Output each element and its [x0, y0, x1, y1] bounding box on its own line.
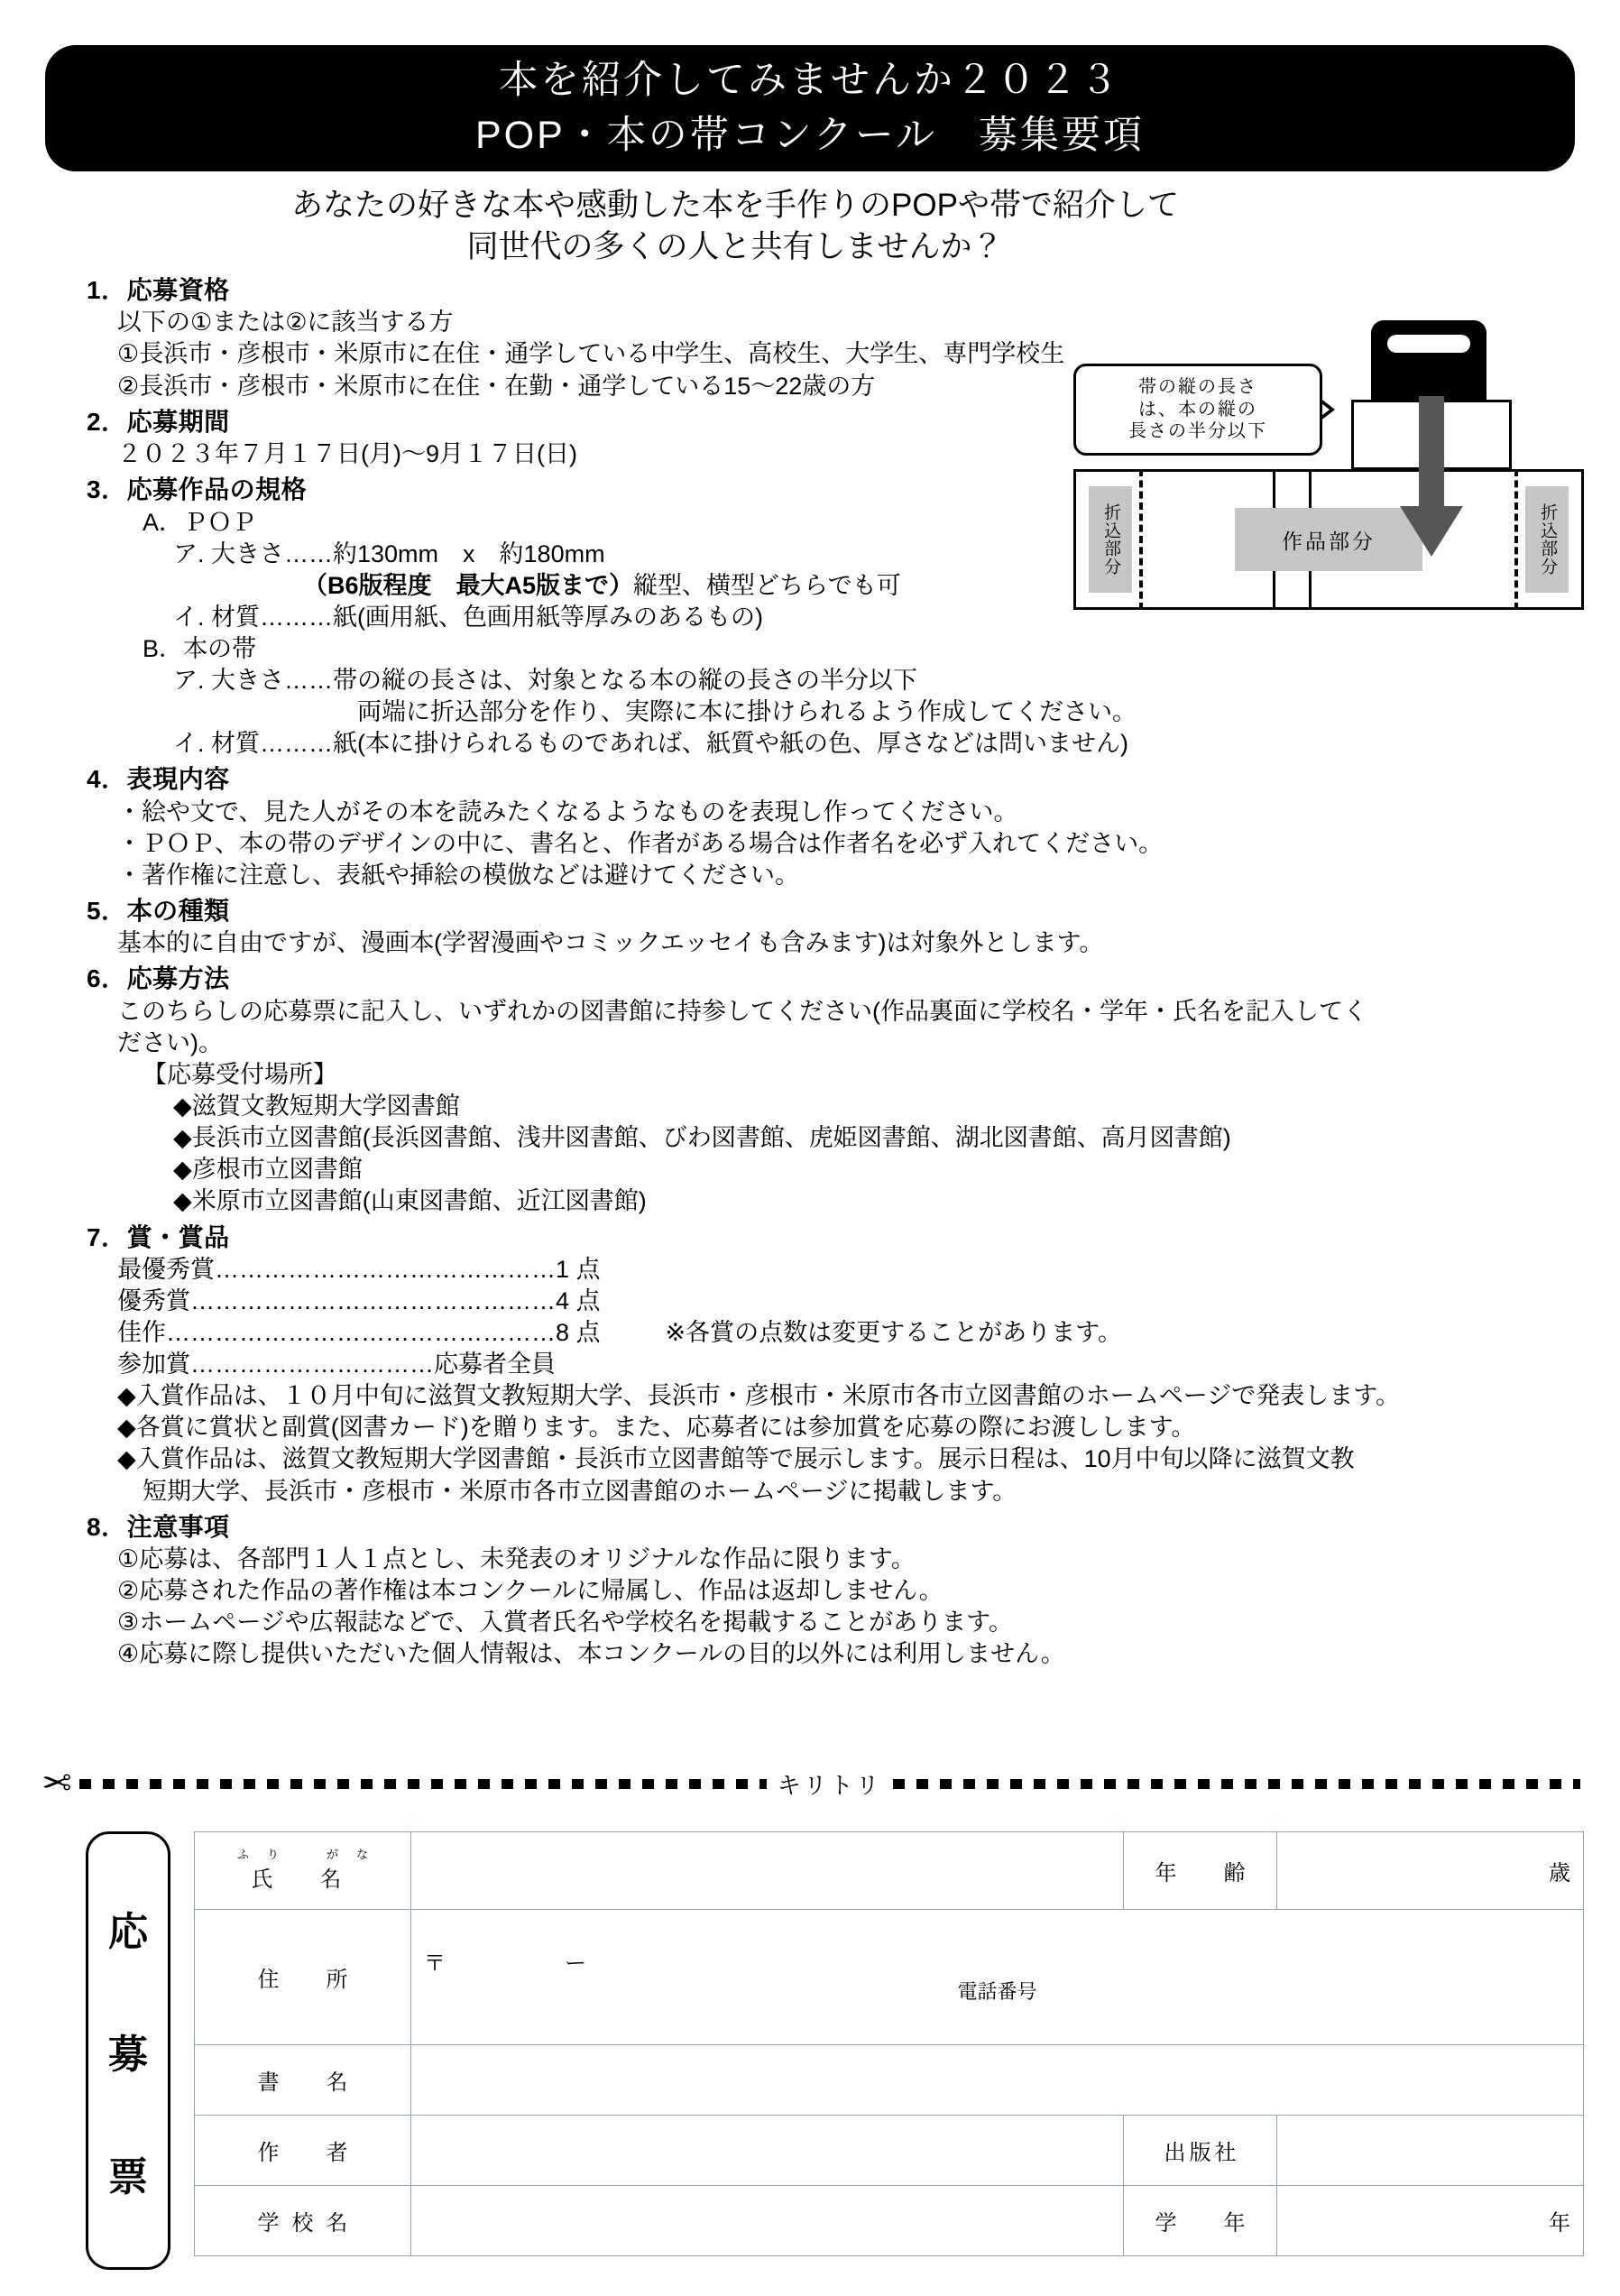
prize-1-count: 1 点 — [556, 1255, 601, 1283]
table-row-address — [195, 1910, 1584, 2045]
section-7-diamond-3-cont: 短期大学、長浜市・彦根市・米原市各市立図書館のホームページに掲載します。 — [143, 1477, 1017, 1505]
section-4-line-3: ・著作権に注意し、表紙や挿絵の模倣などは避けてください。 — [117, 861, 799, 889]
application-form-table — [194, 1831, 1584, 2256]
fold-part-right: 折込部分 — [1525, 486, 1569, 593]
section-6-line-1: このちらしの応募票に記入し、いずれかの図書館に持参してください(作品裏面に学校名・学年・氏名を記入してく — [117, 997, 1367, 1025]
section-6-line-2: ださい)。 — [117, 1028, 223, 1056]
callout-line1: 帯の縦の長さ — [1138, 377, 1257, 398]
age-label-cell: 年 齢 — [1124, 1832, 1277, 1910]
table-row-name — [195, 1832, 1584, 1910]
section-6-heading: 6．応募方法 — [87, 964, 230, 993]
section-8-line-3: ③ホームページや広報誌などで、入賞者氏名や学校名を掲載することがあります。 — [117, 1609, 1013, 1637]
fold-dash-right — [1514, 469, 1518, 610]
section-3-pop-material: イ. 材質………紙(画用紙、色画用紙等厚みのあるもの) — [173, 603, 763, 631]
pop-size-note-rest: 縦型、横型どちらでも可 — [633, 571, 901, 599]
book-title-input-cell[interactable] — [411, 2045, 1584, 2116]
section-2-period: ２０２３年７月１７日(月)〜9月１７日(日) — [117, 440, 577, 468]
address-label-cell: 住 所 — [195, 1910, 411, 2045]
table-row-author — [195, 2116, 1584, 2186]
prize-4-name: 参加賞 — [117, 1351, 190, 1379]
publisher-input-cell[interactable] — [1277, 2116, 1584, 2186]
section-3-obi-size-note: 両端に折込部分を作り、実際に本に掛けられるよう作成してください。 — [357, 698, 1137, 726]
prize-row-1 — [87, 1254, 1575, 1286]
cut-dash-right — [893, 1779, 1580, 1789]
section-1-line-2: ①長浜市・彦根市・米原市に在住・通学している中学生、高校生、大学生、専門学校生 — [117, 340, 1065, 368]
down-arrow-icon — [1419, 396, 1444, 513]
age-input-cell[interactable]: 歳 — [1277, 1832, 1584, 1910]
prize-2-count: 4 点 — [556, 1286, 601, 1314]
prize-1-name: 最優秀賞 — [117, 1255, 215, 1283]
lead-copy — [0, 185, 1470, 268]
section-1-heading: 1．応募資格 — [87, 276, 230, 304]
prize-4-count: 応募者全員 — [434, 1351, 556, 1379]
publisher-label-cell: 出版社 — [1124, 2116, 1277, 2186]
section-5-line-1: 基本的に自由ですが、漫画本(学習漫画やコミックエッセイも含みます)は対象外とします。 — [117, 929, 1104, 957]
section-4-line-1: ・絵や文で、見た人がその本を読みたくなるようなものを表現し作ってください。 — [117, 798, 1018, 825]
section-6-places-heading: 【応募受付場所】 — [143, 1061, 337, 1089]
reception-place-2: ◆長浜市立図書館(長浜図書館、浅井図書館、びわ図書館、虎姫図書館、湖北図書館、高月図書館) — [173, 1124, 1231, 1152]
cut-line — [41, 1764, 1580, 1803]
cut-dash-left — [79, 1779, 767, 1789]
table-row-school — [195, 2186, 1584, 2256]
author-label-cell: 作 者 — [195, 2116, 411, 2186]
grade-input-cell[interactable]: 年 — [1277, 2186, 1584, 2256]
callout-line3: 長さの半分以下 — [1128, 421, 1267, 442]
lead-line1: あなたの好きな本や感動した本を手作りのPOPや帯で紹介して — [291, 188, 1179, 223]
cut-line-label: キリトリ — [777, 1771, 882, 1799]
lead-line2: 同世代の多くの人と共有しませんか？ — [466, 229, 1004, 265]
tag-char-2: 募 — [108, 2033, 148, 2077]
work-part-label: 作品部分 — [1235, 508, 1422, 571]
section-3-pop-heading: A．ＰＯＰ — [143, 508, 257, 536]
prize-3-dots: ………………………………………… — [166, 1319, 556, 1347]
section-3-obi-material: イ. 材質………紙(本に掛けられるものであれば、紙質や紙の色、厚さなどは問いません) — [173, 730, 1128, 758]
section-8-line-4: ④応募に際し提供いただいた個人情報は、本コンクールの目的以外には利用しません。 — [117, 1640, 1065, 1668]
tel-label: 電話番号 — [957, 1979, 1037, 2003]
section-1-line-1: 以下の①または②に該当する方 — [117, 309, 454, 337]
prize-1-dots: …………………………………… — [215, 1255, 556, 1283]
section-2-heading: 2．応募期間 — [87, 407, 230, 436]
callout-line2: は、本の縦の — [1138, 399, 1257, 420]
prize-3-name: 佳作 — [117, 1319, 166, 1347]
prize-2-dots: ……………………………………… — [190, 1286, 556, 1314]
banner-title-line1: 本を紹介してみませんか２０２３ — [499, 58, 1121, 102]
prize-4-dots: ………………………… — [190, 1351, 434, 1379]
table-row-booktitle — [195, 2045, 1584, 2116]
school-input-cell[interactable] — [411, 2186, 1124, 2256]
prize-row-4 — [87, 1349, 1575, 1380]
name-label-cell — [195, 1832, 411, 1910]
prize-3-count: 8 点 — [556, 1319, 601, 1347]
cut-dashes — [79, 1767, 1580, 1801]
fold-dash-left — [1139, 469, 1143, 610]
prize-count-note: ※各賞の点数は変更することがあります。 — [665, 1319, 1122, 1347]
obi-strip-diagram — [1073, 469, 1584, 610]
section-7-diamond-1: ◆入賞作品は、１０月中旬に滋賀文教短期大学、長浜市・彦根市・米原市各市立図書館のホームページで発表します。 — [117, 1382, 1401, 1410]
section-8-line-1: ①応募は、各部門１人１点とし、未発表のオリジナルな作品に限ります。 — [117, 1545, 916, 1573]
application-form-tag — [86, 1831, 170, 2270]
author-input-cell[interactable] — [411, 2116, 1124, 2186]
section-7-diamond-2: ◆各賞に賞状と副賞(図書カード)を贈ります。また、応募者には参加賞を応募の際にお渡しします。 — [117, 1414, 1196, 1442]
section-1-line-3: ②長浜市・彦根市・米原市に在住・在勤・通学している15〜22歳の方 — [117, 372, 876, 400]
obi-callout — [1073, 364, 1322, 456]
title-banner — [45, 45, 1575, 171]
fold-part-left: 折込部分 — [1089, 486, 1132, 593]
section-3-obi-heading: B．本の帯 — [143, 634, 257, 662]
section-3-heading: 3．応募作品の規格 — [87, 475, 308, 504]
reception-place-1: ◆滋賀文教短期大学図書館 — [173, 1093, 460, 1120]
section-4-line-2: ・ＰＯＰ、本の帯のデザインの中に、書名と、作者がある場合は作者名を必ず入れてください。 — [117, 829, 1164, 857]
section-7-heading: 7．賞・賞品 — [87, 1222, 230, 1251]
banner-title-line2: POP・本の帯コンクール 募集要項 — [474, 114, 1146, 157]
book-title-label-cell: 書 名 — [195, 2045, 411, 2116]
prize-row-3 — [87, 1317, 1575, 1349]
section-7-diamond-3: ◆入賞作品は、滋賀文教短期大学図書館・長浜市立図書館等で展示します。展示日程は、10月中旬以降に滋賀文教 — [117, 1445, 1355, 1473]
prize-row-2 — [87, 1286, 1575, 1317]
section-4-heading: 4．表現内容 — [87, 765, 230, 794]
section-8-line-2: ②応募された作品の著作権は本コンクールに帰属し、作品は返却しません。 — [117, 1577, 943, 1605]
down-arrow-head-icon — [1400, 506, 1463, 557]
section-5-heading: 5．本の種類 — [87, 896, 230, 925]
reception-place-4: ◆米原市立図書館(山東図書館、近江図書館) — [173, 1187, 647, 1215]
section-3-pop-size: ア. 大きさ……約130mm x 約180mm — [173, 539, 605, 567]
name-input-cell[interactable] — [411, 1832, 1124, 1910]
book-slot-icon — [1387, 335, 1470, 353]
name-label: 氏 名 — [251, 1867, 354, 1893]
school-label-cell: 学校名 — [195, 2186, 411, 2256]
reception-place-3: ◆彦根市立図書館 — [173, 1156, 363, 1184]
pop-size-note-bold: （B6版程度 最大A5版まで） — [303, 571, 634, 599]
address-input-cell[interactable] — [411, 1910, 1584, 2045]
postal-code-mark: 〒 ー — [424, 1950, 588, 1976]
scissors-icon: ✂ — [41, 1764, 72, 1803]
prize-2-name: 優秀賞 — [117, 1286, 190, 1314]
tag-char-1: 応 — [108, 1910, 148, 1954]
section-8-heading: 8．注意事項 — [87, 1512, 230, 1541]
section-3-obi-size: ア. 大きさ……帯の縦の長さは、対象となる本の縦の長さの半分以下 — [173, 667, 918, 695]
tag-char-3: 票 — [108, 2155, 148, 2199]
furigana-label: ふり がな — [236, 1847, 386, 1861]
grade-label-cell: 学 年 — [1124, 2186, 1277, 2256]
